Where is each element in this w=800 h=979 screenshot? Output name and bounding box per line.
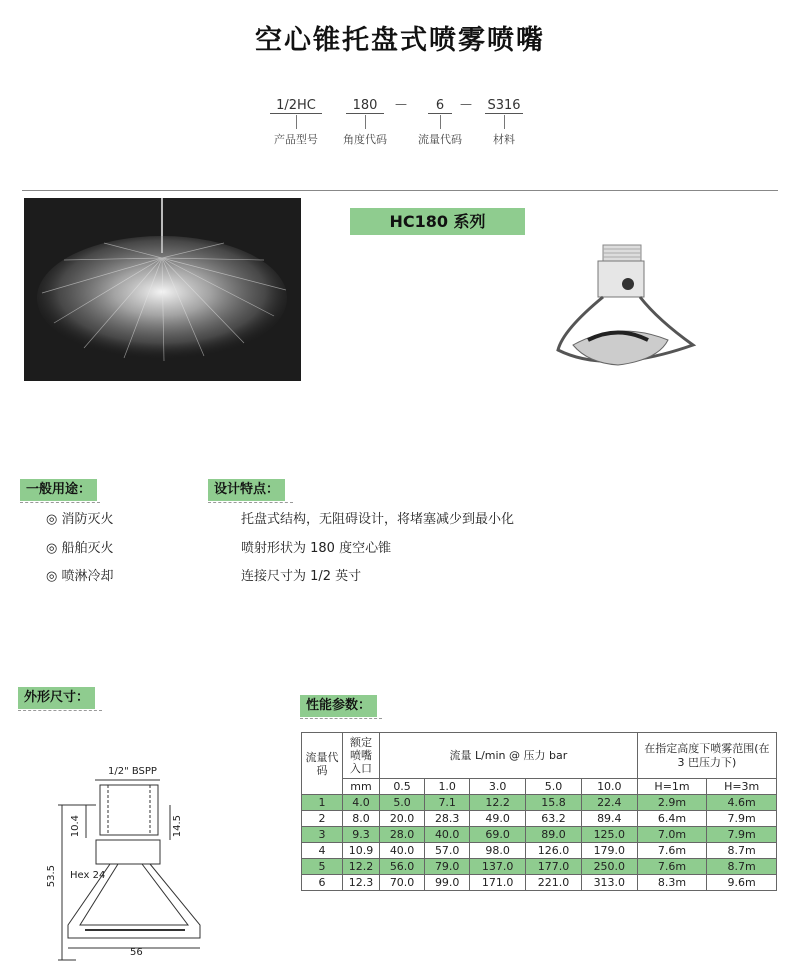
table-cell-f10: 313.0 <box>581 875 637 891</box>
table-cell-f10: 179.0 <box>581 843 637 859</box>
table-cell-f1: 99.0 <box>425 875 470 891</box>
table-cell-f1: 57.0 <box>425 843 470 859</box>
table-cell-f1: 40.0 <box>425 827 470 843</box>
model-code-part: 1/2HC <box>270 98 322 114</box>
unit-cell: H=1m <box>637 779 707 795</box>
connector-line <box>504 115 505 129</box>
table-cell-h1: 7.6m <box>637 843 707 859</box>
table-cell-code: 2 <box>302 811 343 827</box>
table-cell-h3: 7.9m <box>707 811 777 827</box>
separator-dash: — <box>460 97 472 111</box>
section-divider <box>22 190 778 191</box>
table-cell-inlet: 4.0 <box>343 795 380 811</box>
series-title: HC180 系列 <box>350 208 525 235</box>
dim-d2: 14.5 <box>172 815 183 838</box>
table-cell-f5: 89.0 <box>526 827 582 843</box>
nozzle-image <box>548 240 698 380</box>
table-cell-f5: 15.8 <box>526 795 582 811</box>
unit-cell: 3.0 <box>470 779 526 795</box>
table-row <box>302 795 777 811</box>
unit-cell: 5.0 <box>526 779 582 795</box>
table-cell-f05: 70.0 <box>380 875 425 891</box>
table-row <box>302 811 777 827</box>
table-cell-f3: 69.0 <box>470 827 526 843</box>
table-cell-f5: 221.0 <box>526 875 582 891</box>
table-cell-code: 5 <box>302 859 343 875</box>
header-inlet: 额定喷嘴入口 <box>343 733 380 779</box>
table-cell-h1: 2.9m <box>637 795 707 811</box>
table-cell-f05: 56.0 <box>380 859 425 875</box>
table-row <box>302 859 777 875</box>
header-flow-code: 流量代码 <box>302 733 343 795</box>
table-cell-h1: 6.4m <box>637 811 707 827</box>
table-cell-f10: 89.4 <box>581 811 637 827</box>
model-code <box>0 95 800 155</box>
dim-thread: 1/2" BSPP <box>108 766 157 777</box>
unit-cell: 1.0 <box>425 779 470 795</box>
dim-width: 56 <box>130 947 143 958</box>
heading-underline <box>300 718 382 719</box>
table-cell-f5: 126.0 <box>526 843 582 859</box>
dimension-drawing <box>40 766 240 970</box>
table-row <box>302 827 777 843</box>
table-row <box>302 875 777 891</box>
table-cell-f1: 7.1 <box>425 795 470 811</box>
feature-item: 喷射形状为 180 度空心锥 <box>241 541 392 556</box>
features-heading: 设计特点： <box>208 479 285 501</box>
unit-cell: mm <box>343 779 380 795</box>
table-cell-code: 1 <box>302 795 343 811</box>
table-cell-h3: 8.7m <box>707 859 777 875</box>
dim-hex: Hex 24 <box>70 870 106 881</box>
separator-dash: — <box>395 97 407 111</box>
table-cell-h1: 7.0m <box>637 827 707 843</box>
table-cell-h3: 7.9m <box>707 827 777 843</box>
table-cell-f1: 28.3 <box>425 811 470 827</box>
table-cell-code: 3 <box>302 827 343 843</box>
dim-d1: 10.4 <box>70 815 81 838</box>
usage-heading: 一般用途： <box>20 479 97 501</box>
table-cell-inlet: 12.3 <box>343 875 380 891</box>
page-title: 空心锥托盘式喷雾喷嘴 <box>255 25 545 56</box>
table-cell-inlet: 12.2 <box>343 859 380 875</box>
table-cell-f3: 137.0 <box>470 859 526 875</box>
feature-item: 托盘式结构，无阻碍设计，将堵塞减少到最小化 <box>241 512 515 527</box>
feature-item: 连接尺寸为 1/2 英寸 <box>241 569 362 584</box>
header-flow: 流量 L/min @ 压力 bar <box>380 733 638 779</box>
spray-photo <box>24 198 301 381</box>
model-code-part: 180 <box>346 98 384 114</box>
model-code-part: 6 <box>428 98 452 114</box>
table-cell-f5: 177.0 <box>526 859 582 875</box>
unit-cell: 0.5 <box>380 779 425 795</box>
model-code-part: S316 <box>485 98 523 114</box>
table-cell-h1: 7.6m <box>637 859 707 875</box>
table-cell-inlet: 8.0 <box>343 811 380 827</box>
performance-heading: 性能参数： <box>300 695 377 717</box>
table-cell-inlet: 9.3 <box>343 827 380 843</box>
connector-line <box>296 115 297 129</box>
table-cell-f05: 40.0 <box>380 843 425 859</box>
heading-underline <box>20 502 100 503</box>
connector-line <box>440 115 441 129</box>
table-cell-f10: 125.0 <box>581 827 637 843</box>
performance-table-wrap <box>301 732 777 891</box>
dim-height: 53.5 <box>46 865 57 888</box>
table-cell-f5: 63.2 <box>526 811 582 827</box>
header-range: 在指定高度下喷雾范围(在 3 巴压力下) <box>637 733 776 779</box>
model-code-label: 材料 <box>493 133 515 146</box>
connector-line <box>365 115 366 129</box>
model-code-label: 产品型号 <box>274 133 318 146</box>
table-cell-f10: 22.4 <box>581 795 637 811</box>
performance-rows <box>302 795 777 891</box>
model-code-label: 流量代码 <box>418 133 462 146</box>
heading-underline <box>18 710 102 711</box>
table-cell-f05: 5.0 <box>380 795 425 811</box>
table-cell-f3: 12.2 <box>470 795 526 811</box>
dimensions-heading: 外形尺寸： <box>18 687 95 709</box>
table-cell-inlet: 10.9 <box>343 843 380 859</box>
table-cell-f05: 28.0 <box>380 827 425 843</box>
table-cell-f10: 250.0 <box>581 859 637 875</box>
performance-table <box>301 732 777 891</box>
table-cell-h3: 9.6m <box>707 875 777 891</box>
usage-item: ◎ 消防灭火 <box>46 512 114 527</box>
unit-cell: H=3m <box>707 779 777 795</box>
table-cell-f3: 98.0 <box>470 843 526 859</box>
table-cell-code: 4 <box>302 843 343 859</box>
unit-cell: 10.0 <box>581 779 637 795</box>
table-cell-h1: 8.3m <box>637 875 707 891</box>
table-cell-f3: 171.0 <box>470 875 526 891</box>
table-cell-h3: 8.7m <box>707 843 777 859</box>
heading-underline <box>208 502 293 503</box>
table-cell-code: 6 <box>302 875 343 891</box>
usage-item: ◎ 船舶灭火 <box>46 541 114 556</box>
model-code-label: 角度代码 <box>343 133 387 146</box>
table-cell-f1: 79.0 <box>425 859 470 875</box>
usage-item: ◎ 喷淋冷却 <box>46 569 114 584</box>
table-cell-h3: 4.6m <box>707 795 777 811</box>
table-row <box>302 843 777 859</box>
table-cell-f3: 49.0 <box>470 811 526 827</box>
table-cell-f05: 20.0 <box>380 811 425 827</box>
